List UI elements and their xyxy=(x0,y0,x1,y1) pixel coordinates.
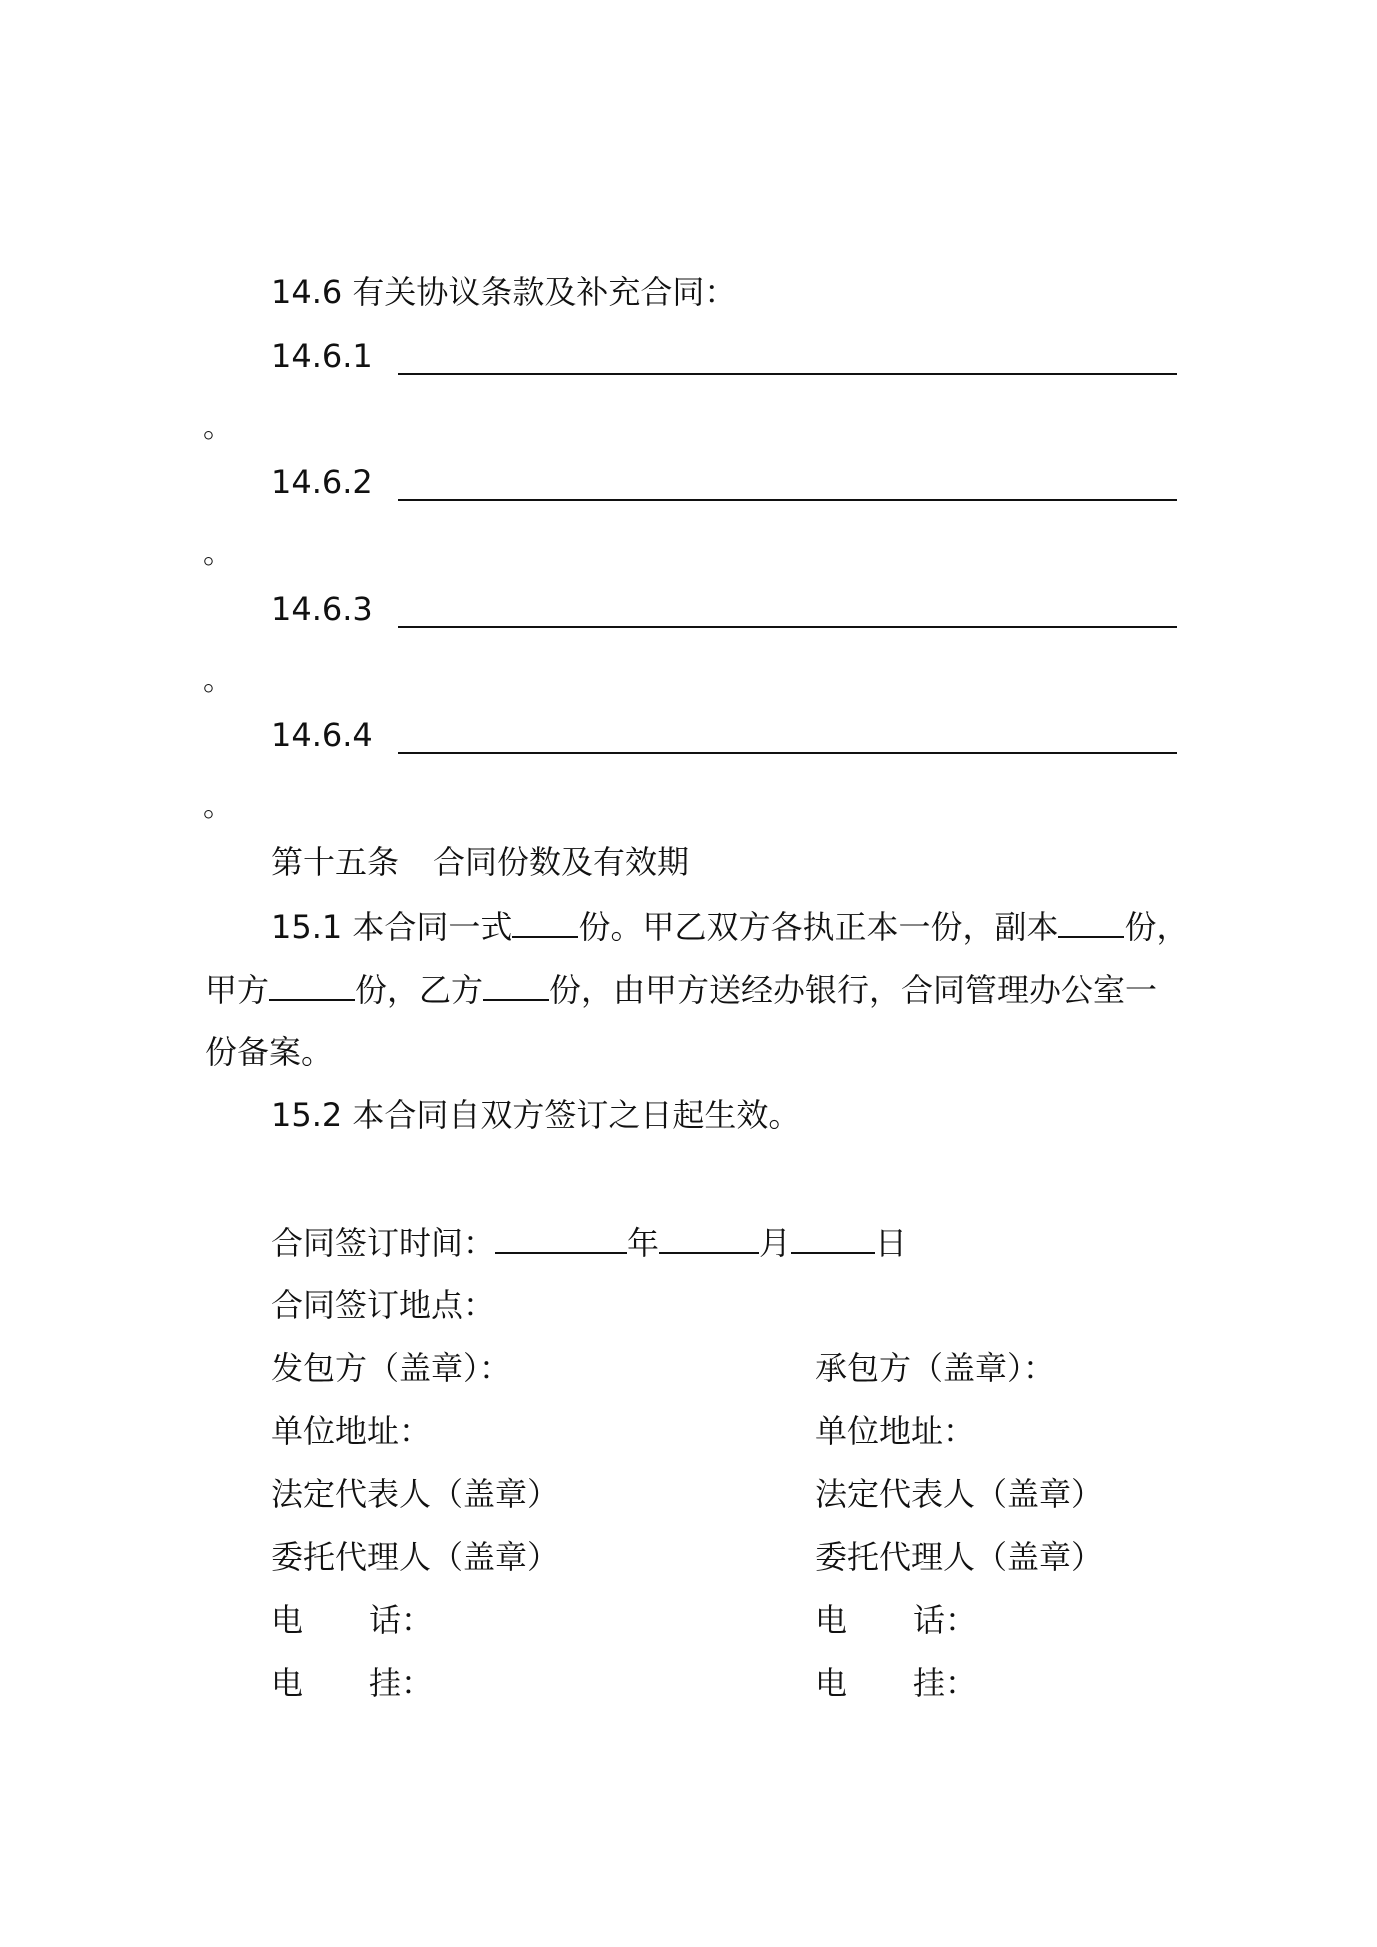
copies-party-b-blank xyxy=(483,969,549,1001)
clause-15-1-text-d: 甲方 xyxy=(205,971,270,1009)
clause-14-6-2-period: 。 xyxy=(203,536,233,571)
party-a-wire xyxy=(271,1663,433,1703)
copies-party-a-blank xyxy=(269,969,355,1001)
party-b-phone xyxy=(815,1600,977,1640)
clause-15-1-line-2 xyxy=(205,969,1157,1009)
clause-14-6-4-number: 14.6.4 xyxy=(271,716,373,754)
signing-day-blank xyxy=(791,1222,875,1254)
signing-month-blank xyxy=(659,1222,759,1254)
clause-14-6-2-blank-line xyxy=(398,499,1177,501)
clause-14-6-3-number: 14.6.3 xyxy=(271,590,373,628)
clause-15-1-text-b: 份。甲乙双方各执正本一份，副本 xyxy=(578,908,1059,946)
party-a-phone-char-1: 电 xyxy=(271,1601,304,1639)
party-a-wire-char-1: 电 xyxy=(271,1664,304,1702)
signing-time-row xyxy=(271,1222,907,1262)
signing-month-label: 月 xyxy=(759,1224,792,1262)
clause-14-6-heading: 14.6 有关协议条款及补充合同： xyxy=(271,273,737,311)
clause-15-1-text-f: 份，由甲方送经办银行，合同管理办公室一 xyxy=(549,971,1158,1009)
clause-14-6-3-period: 。 xyxy=(203,663,233,698)
signing-year-label: 年 xyxy=(627,1224,660,1262)
party-a-agent: 委托代理人（盖章） xyxy=(271,1538,560,1576)
party-b-wire xyxy=(815,1663,977,1703)
clause-14-6-4-blank-line xyxy=(398,752,1177,754)
clause-14-6-2-number: 14.6.2 xyxy=(271,463,373,501)
clause-14-6-3-blank-line xyxy=(398,626,1177,628)
article-15-number: 第十五条 xyxy=(271,843,400,881)
clause-15-1-text-c: 份， xyxy=(1124,908,1189,946)
party-a-wire-char-2: 挂： xyxy=(369,1664,434,1702)
party-b-phone-char-1: 电 xyxy=(815,1601,848,1639)
party-b-address: 单位地址： xyxy=(815,1412,976,1450)
article-15-title xyxy=(271,842,689,882)
copies-duplicate-blank xyxy=(1058,906,1124,938)
party-a-phone xyxy=(271,1600,433,1640)
signing-time-label: 合同签订时间： xyxy=(271,1224,496,1262)
party-a-legal-rep: 法定代表人（盖章） xyxy=(271,1475,560,1513)
party-a-name: 发包方（盖章）： xyxy=(271,1349,512,1387)
clause-15-1-line-1 xyxy=(271,906,1188,946)
clause-14-6-4-period: 。 xyxy=(203,789,233,824)
party-b-legal-rep: 法定代表人（盖章） xyxy=(815,1475,1104,1513)
clause-14-6-1-period: 。 xyxy=(203,410,233,445)
party-a-phone-char-2: 话： xyxy=(369,1601,434,1639)
clause-14-6-1-number: 14.6.1 xyxy=(271,337,373,375)
party-b-name: 承包方（盖章）： xyxy=(815,1349,1056,1387)
party-b-phone-char-2: 话： xyxy=(913,1601,978,1639)
party-b-wire-char-1: 电 xyxy=(815,1664,848,1702)
signing-place-label: 合同签订地点： xyxy=(271,1286,496,1324)
party-a-address: 单位地址： xyxy=(271,1412,432,1450)
copies-total-blank xyxy=(512,906,578,938)
party-b-agent: 委托代理人（盖章） xyxy=(815,1538,1104,1576)
party-b-wire-char-2: 挂： xyxy=(913,1664,978,1702)
signing-year-blank xyxy=(495,1222,627,1254)
signing-day-label: 日 xyxy=(875,1224,908,1262)
clause-14-6-1-blank-line xyxy=(398,373,1177,375)
clause-15-2: 15.2 本合同自双方签订之日起生效。 xyxy=(271,1096,801,1134)
clause-15-1-text-e: 份，乙方 xyxy=(355,971,484,1009)
clause-15-1-line-3: 份备案。 xyxy=(205,1033,334,1071)
clause-15-1-text-a: 15.1 本合同一式 xyxy=(271,908,513,946)
article-15-heading: 合同份数及有效期 xyxy=(433,843,690,881)
